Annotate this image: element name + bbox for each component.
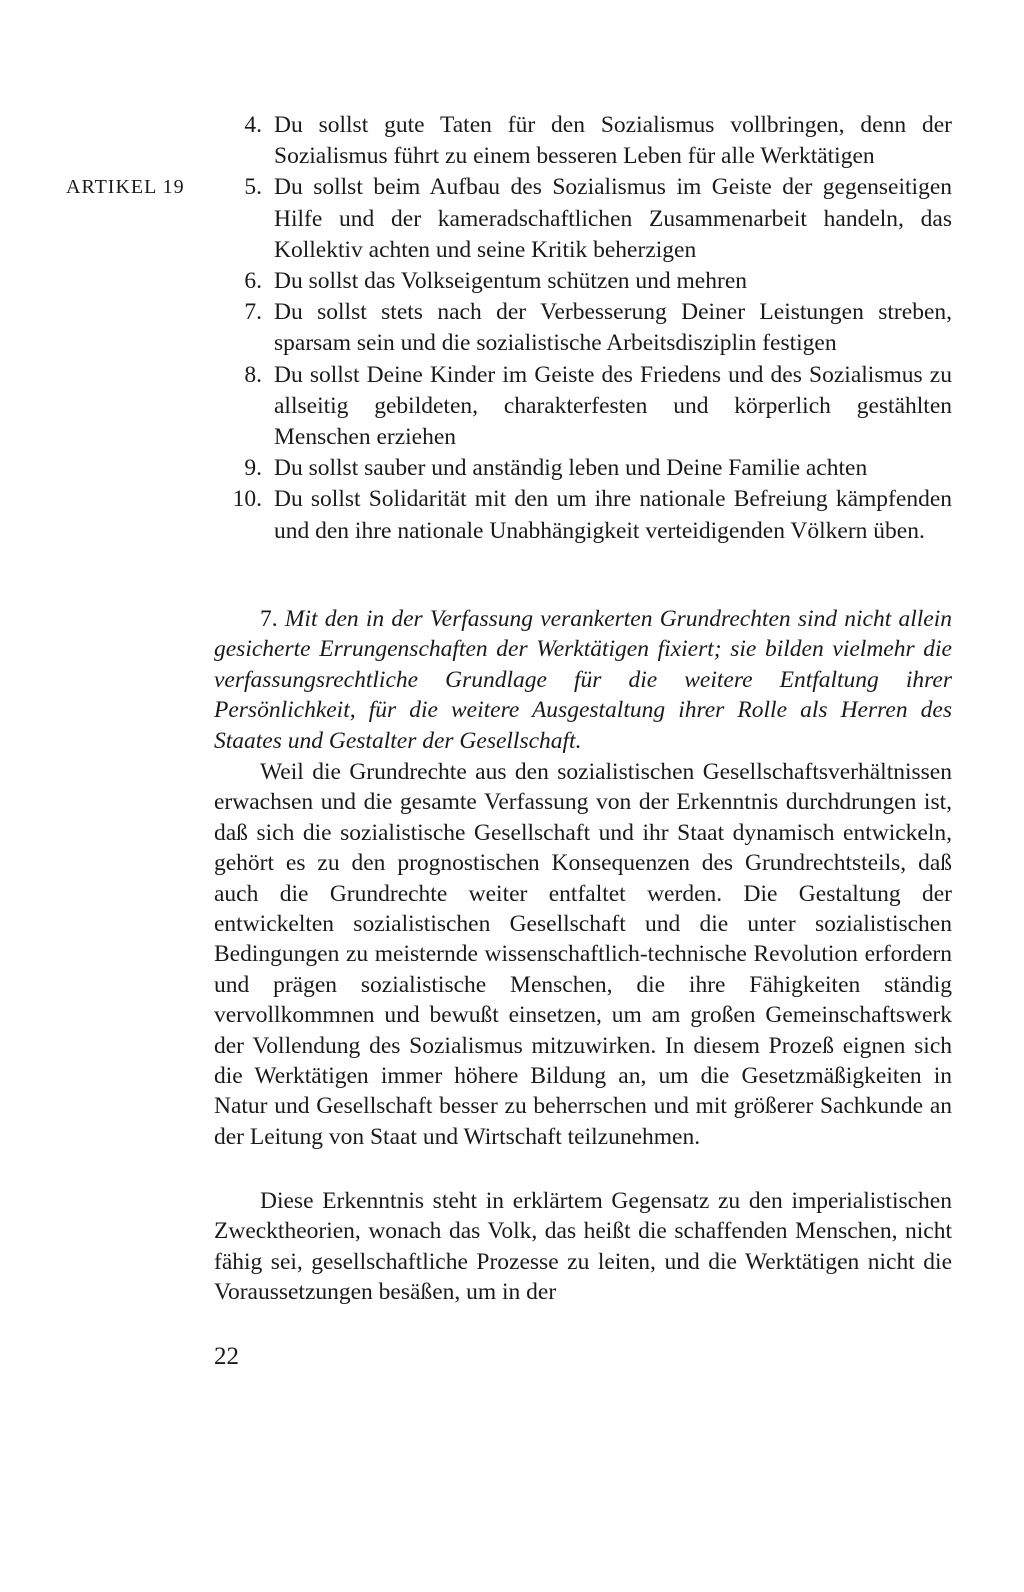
margin-article-label: ARTIKEL 19: [66, 176, 185, 198]
list-item-text: Du sollst beim Aufbau des Sozialismus im Geiste der gegenseitigen Hilfe und der kameradschaftlichen Zusammenarbeit handeln, das Kollektiv achten und seine Kritik beherzigen: [274, 174, 952, 263]
list-item-number: 10.: [232, 486, 262, 513]
list-item-text: Du sollst Solidarität mit den um ihre nationale Befreiung kämpfenden und den ihre nationale Unabhängigkeit verteidigenden Völkern üben.: [274, 486, 952, 544]
list-item-number: 7.: [244, 299, 262, 326]
body-paragraph: Weil die Grundrechte aus den sozialistischen Gesellschaftsverhältnissen erwachsen und die gesamte Verfassung von der Erkenntnis durchdrungen ist, daß sich die sozialistische Gesellschaft und ihr Staat dynamisch entwickeln, gehört es zu den prognostischen Konsequenzen des Grundrechtsteils, daß auch die Grundrechte weiter entfaltet werden. Die Gestaltung der entwickelten sozialistischen Gesellschaft und die unter sozialistischen Bedingungen zu meisternde wissenschaftlich-technische Revolution erfordern und prägen sozialistische Menschen, die ihre Fähigkeiten ständig vervollkommnen und bewußt einsetzen, um am großen Gemeinschaftswerk der Vollendung des Sozialismus mitzuwirken. In diesem Prozeß eignen sich die Werktätigen immer höhere Bildung an, um die Gesetzmäßigkeiten in Natur und Gesellschaft besser zu beherrschen und mit größerer Sachkunde an der Leitung von Staat und Wirtschaft teilzunehmen.: [214, 759, 952, 1150]
section-italic-text: Mit den in der Verfassung verankerten Grundrechten sind nicht allein gesicherte Errungenschaften der Werktätigen fixiert; sie bilden vielmehr die verfassungsrechtliche Grundlage für die weitere Entfaltung ihrer Persönlichkeit, für die weitere Ausgestaltung ihrer Rolle als Herren des Staates und Gestalter der Gesellschaft.: [214, 606, 952, 754]
body-paragraph: Diese Erkenntnis steht in erklärtem Gegensatz zu den imperialistischen Zwecktheorien, wonach das Volk, das heißt die schaffenden Menschen, nicht fähig sei, gesellschaftliche Prozesse zu leiten, und die Werktätigen nicht die Voraussetzungen besäßen, um in der: [214, 1188, 952, 1306]
list-item-number: 5.: [244, 174, 262, 201]
list-item: [214, 266, 952, 297]
list-item: [214, 453, 952, 484]
section-7-italic-paragraph: [214, 604, 952, 756]
list-item: [214, 360, 952, 454]
list-item-number: 9.: [244, 455, 262, 482]
list-item-number: 4.: [244, 112, 262, 138]
list-item: [214, 297, 952, 359]
commandment-list: [214, 110, 952, 547]
list-item-text: Du sollst stets nach der Verbesserung Deiner Leistungen streben, sparsam sein und die sozialistische Arbeitsdisziplin festigen: [274, 299, 952, 357]
page-number: 22: [214, 1343, 239, 1370]
list-item-text: Du sollst Deine Kinder im Geiste des Friedens und des Sozialismus zu allseitig gebildeten, charakterfesten und körperlich gestählten Menschen erziehen: [274, 361, 952, 451]
list-item: [214, 484, 952, 546]
list-item-text: Du sollst das Volkseigentum schützen und mehren: [274, 268, 747, 295]
list-item-number: 8.: [244, 361, 262, 388]
list-item-text: Du sollst sauber und anständig leben und Deine Familie achten: [274, 455, 868, 482]
list-item: [214, 110, 952, 172]
section-number: 7.: [260, 606, 278, 632]
list-item: [214, 172, 952, 266]
list-item-text: Du sollst gute Taten für den Sozialismus vollbringen, denn der Sozialismus führt zu einem besseren Leben für alle Werktätigen: [274, 112, 952, 170]
list-item-number: 6.: [244, 268, 262, 295]
